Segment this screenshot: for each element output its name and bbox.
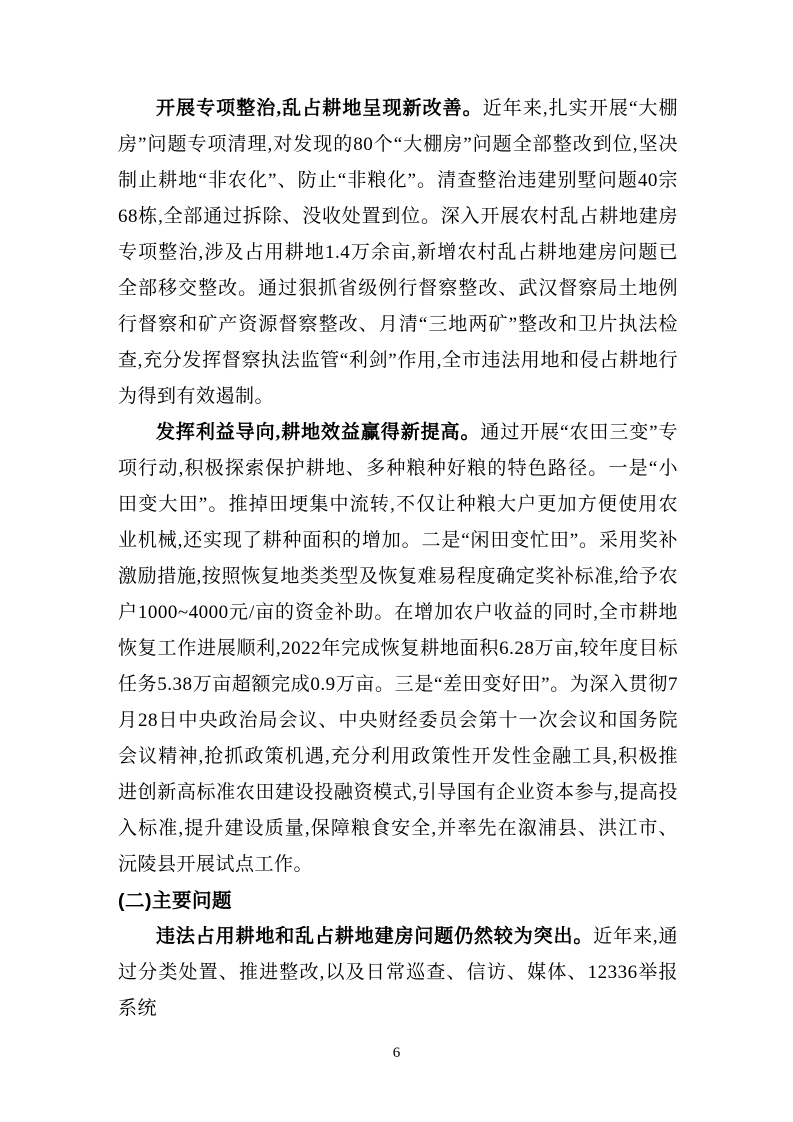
section-heading-main-problems: (二)主要问题 bbox=[118, 890, 232, 912]
paragraph-body: 近年来,扎实开展“大棚房”问题专项清理,对发现的80个“大棚房”问题全部整改到位,坚决制止耕地“非农化”、防止“非粮化”。清查整治违建别墅问题40宗68栋,全部通过拆除、没收处置到位。深入开展农村乱占耕地建房专项整治,涉及占用耕地1.4万余亩,新增农村乱占耕地建房问题已全部移交整改。通过狠抓省级例行督察整改、武汉督察局土地例行督察和矿产资源督察整改、月清“三地两矿”整改和卫片执法检查,充分发挥督察执法监管“利剑”作用,全市违法用地和侵占耕地行为得到有效遏制。 bbox=[118, 98, 678, 407]
page-number: 6 bbox=[392, 1045, 401, 1061]
page-footer bbox=[0, 1044, 793, 1062]
paragraph-benefit-orientation bbox=[118, 415, 678, 883]
paragraph-body: 近年来,通过分类处置、推进整改,以及日常巡查、信访、媒体、12336举报系统 bbox=[118, 926, 678, 1019]
paragraph-illegal-occupation bbox=[118, 919, 678, 1027]
paragraph-special-rectification bbox=[118, 91, 678, 415]
paragraph-lead: 开展专项整治,乱占耕地呈现新改善。 bbox=[156, 98, 483, 119]
paragraph-lead: 发挥利益导向,耕地效益赢得新提高。 bbox=[156, 422, 481, 443]
paragraph-lead: 违法占用耕地和乱占耕地建房问题仍然较为突出。 bbox=[156, 926, 594, 947]
page-content bbox=[118, 91, 678, 1027]
paragraph-body: 通过开展“农田三变”专项行动,积极探索保护耕地、多种粮种好粮的特色路径。一是“小田变大田”。推掉田埂集中流转,不仅让种粮大户更加方便使用农业机械,还实现了耕种面积的增加。二是“闲田变忙田”。采用奖补激励措施,按照恢复地类类型及恢复难易程度确定奖补标准,给予农户1000~4000元/亩的资金补助。在增加农户收益的同时,全市耕地恢复工作进展顺利,2022年完成恢复耕地面积6.28万亩,较年度目标任务5.38万亩超额完成0.9万亩。三是“差田变好田”。为深入贯彻7月28日中央政治局会议、中央财经委员会第十一次会议和国务院会议精神,抢抓政策机遇,充分利用政策性开发性金融工具,积极推进创新高标准农田建设投融资模式,引导国有企业资本参与,提高投入标准,提升建设质量,保障粮食安全,并率先在溆浦县、洪江市、沅陵县开展试点工作。 bbox=[118, 422, 678, 875]
